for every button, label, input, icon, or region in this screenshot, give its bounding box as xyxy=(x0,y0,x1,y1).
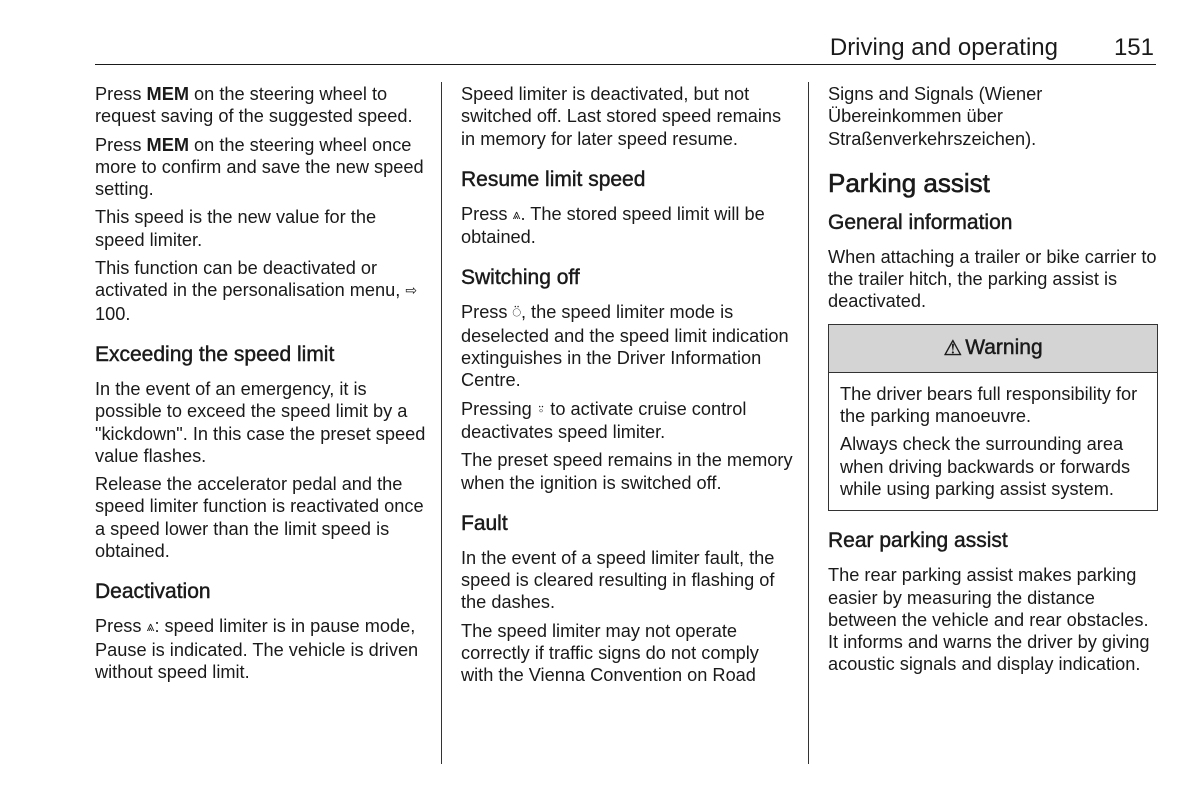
heading-exceeding-speed-limit: Exceeding the speed limit xyxy=(95,342,335,366)
cruise-control-icon: ⍤ xyxy=(536,400,546,417)
column-divider xyxy=(441,82,442,764)
section-title: Driving and operating xyxy=(829,34,1058,61)
page-reference[interactable]: 100. xyxy=(95,303,131,324)
page-reference-arrow-icon: ⇨ xyxy=(405,282,418,299)
paragraph: Pressing ⍤ to activate cruise control deactivates speed limiter. xyxy=(461,398,747,442)
paragraph: Signs and Signals (Wiener Übereinkommen über Straßenverkehrszeichen). xyxy=(828,84,1043,149)
warning-body xyxy=(829,373,1157,510)
heading-rear-parking-assist: Rear parking assist xyxy=(828,529,1008,553)
paragraph: The speed limiter may not operate correctly if traffic signs do not comply with the Vienna Convention on Road xyxy=(461,620,759,686)
column-2 xyxy=(461,83,796,693)
mem-key: MEM xyxy=(146,134,189,155)
column-3 xyxy=(828,83,1158,682)
page-number: 151 xyxy=(1113,34,1154,61)
speed-limiter-off-icon: ⍥ xyxy=(512,304,521,321)
heading-switching-off: Switching off xyxy=(461,266,580,290)
paragraph: This function can be deactivated or activated in the personalisation menu, ⇨ 100. xyxy=(95,258,418,324)
paragraph: In the event of an emergency, it is possible to exceed the speed limit by a "kickdown". In this case the preset speed value flashes. xyxy=(95,378,426,466)
paragraph: Press ⩓: speed limiter is in pause mode, Pause is indicated. The vehicle is driven without speed limit. xyxy=(95,616,419,682)
page-header xyxy=(95,28,1156,65)
heading-general-information: General information xyxy=(828,210,1013,234)
column-divider xyxy=(808,82,809,764)
mem-key: MEM xyxy=(146,84,189,104)
paragraph: Always check the surrounding area when driving backwards or forwards while using parking assist system. xyxy=(840,434,1131,499)
paragraph: Release the accelerator pedal and the speed limiter function is reactivated once a speed lower than the limit speed is obtained. xyxy=(95,474,424,562)
paragraph: The driver bears full responsibility for the parking manoeuvre. xyxy=(840,383,1138,427)
paragraph: When attaching a trailer or bike carrier to the trailer hitch, the parking assist is deactivated. xyxy=(828,246,1157,312)
paragraph: Press MEM on the steering wheel once more to confirm and save the new speed setting. xyxy=(95,134,424,200)
paragraph: Press MEM on the steering wheel to request saving of the suggested speed. xyxy=(95,84,413,127)
warning-triangle-icon: ⚠ xyxy=(943,336,963,360)
heading-parking-assist: Parking assist xyxy=(828,167,990,198)
paragraph: This speed is the new value for the speed limiter. xyxy=(95,207,377,250)
paragraph: Press ⩓. The stored speed limit will be obtained. xyxy=(461,203,765,248)
heading-fault: Fault xyxy=(461,511,508,535)
column-1 xyxy=(95,83,430,689)
paragraph: In the event of a speed limiter fault, the speed is cleared resulting in flashing of the dashes. xyxy=(461,547,775,613)
warning-header xyxy=(829,325,1157,373)
warning-title: Warning xyxy=(965,336,1043,360)
paragraph: Speed limiter is deactivated, but not switched off. Last stored speed remains in memory for later speed resume. xyxy=(461,84,782,149)
heading-deactivation: Deactivation xyxy=(95,580,211,604)
speed-limiter-icon: ⩓ xyxy=(512,205,521,222)
paragraph: The rear parking assist makes parking easier by measuring the distance between the vehicle and rear obstacles. It informs and warns the driver by giving acoustic signals and display indication. xyxy=(828,565,1150,675)
speed-limiter-icon: ⩓ xyxy=(146,618,155,635)
paragraph: Press ⍥, the speed limiter mode is deselected and the speed limit indication extinguishes in the Driver Information Centre. xyxy=(461,302,789,391)
heading-resume-limit-speed: Resume limit speed xyxy=(461,167,646,191)
warning-box xyxy=(828,324,1158,511)
paragraph: The preset speed remains in the memory when the ignition is switched off. xyxy=(461,450,793,493)
